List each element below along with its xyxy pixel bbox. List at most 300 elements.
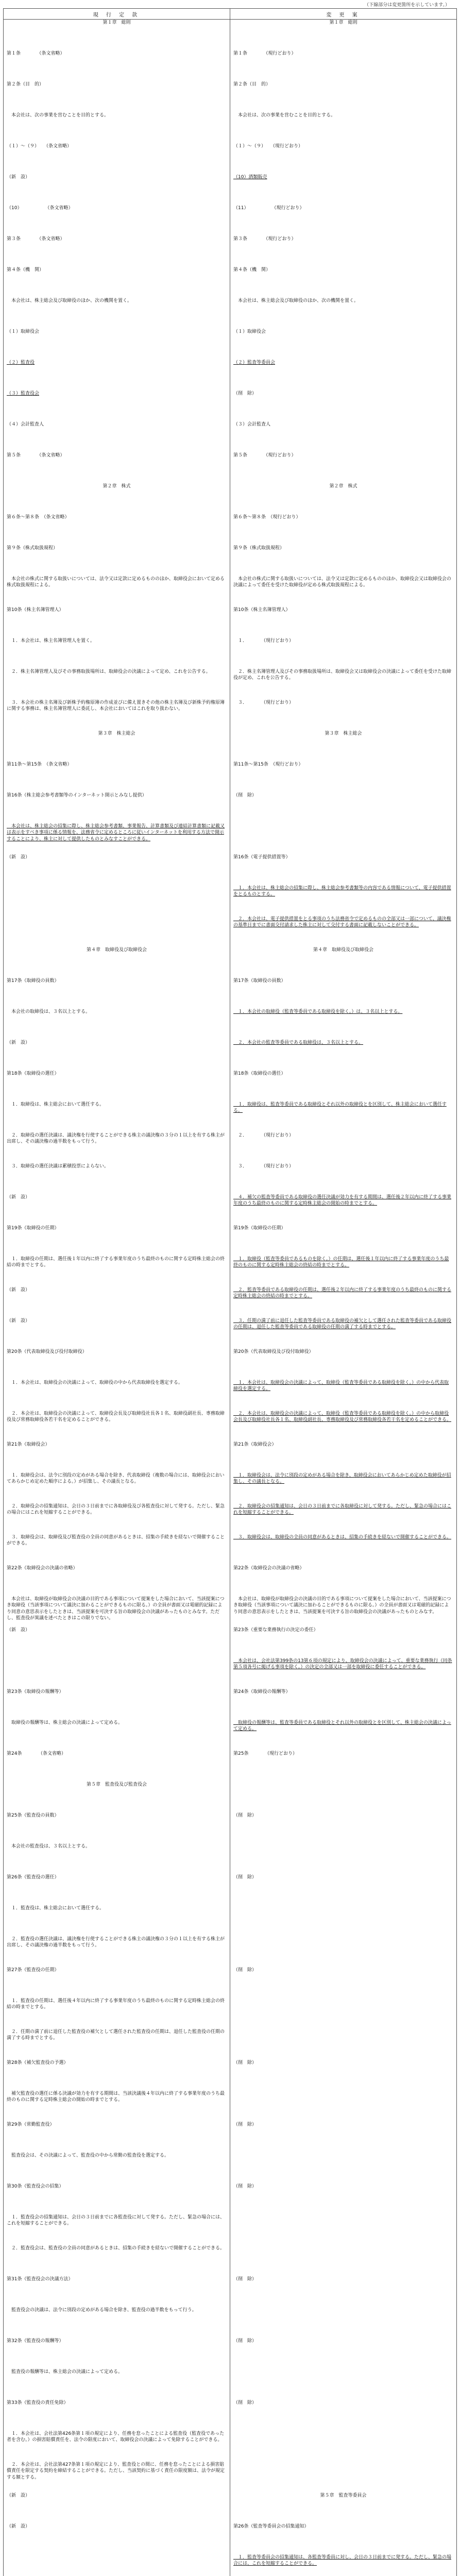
proposed-article-cell	[230, 1132, 457, 1163]
proposed-article-cell	[230, 1874, 457, 1905]
article-row	[4, 916, 457, 947]
proposed-article-cell	[230, 916, 457, 947]
proposed-article-text: １．取締役会は、法令に別段の定めがある場合を除き、取締役会においてあらかじめ定めた取締役が招集し、その議長となる。	[233, 1472, 451, 1485]
proposed-article-cell	[230, 2493, 457, 2523]
proposed-article-text: 第２条（目 的）	[233, 81, 271, 87]
article-row	[4, 1101, 457, 1132]
current-article-cell	[4, 792, 230, 823]
current-article-text: ２．監査役の選任決議は、議決権を行使することができる株主の議決権の３分の１以上を有する株主が出席し、その議決権の過半数をもって行う。	[7, 1936, 225, 1948]
current-article-text: １．本会社は、会社法第426条第１項の規定により、任務を怠ったことによる監査役（監査役であった者を含む。）の損害賠償責任を、法令の限度において、取締役会の決議によって免除することができる。	[7, 2431, 225, 2443]
proposed-article-cell	[230, 669, 457, 700]
proposed-article-text: （１）～（９） （現行どおり）	[233, 143, 303, 149]
article-row	[4, 360, 457, 391]
current-article-cell	[4, 731, 230, 761]
current-article-text: （新 設）	[7, 2523, 30, 2529]
proposed-article-cell	[230, 792, 457, 823]
proposed-article-cell	[230, 1936, 457, 1967]
articles-comparison-table	[3, 8, 457, 2576]
current-article-cell	[4, 1101, 230, 1132]
current-article-text: 第21条（取締役会）	[7, 1442, 50, 1447]
proposed-article-text: （削 除）	[233, 792, 257, 798]
article-row	[4, 1751, 457, 1782]
current-article-cell	[4, 1071, 230, 1101]
current-article-text: 第11条～第15条 （条文省略）	[7, 761, 72, 767]
proposed-article-text: 第９条（株式取扱規程）	[233, 545, 285, 551]
article-row	[4, 731, 457, 761]
proposed-article-cell	[230, 2462, 457, 2493]
current-article-cell	[4, 1782, 230, 1812]
proposed-article-text: ２．取締役会の招集通知は、会日の３日前までに各取締役に対して発する。ただし、緊急の場合にはこれを短縮することができる。	[233, 1503, 452, 1516]
current-article-cell	[4, 2276, 230, 2307]
current-article-cell	[4, 854, 230, 885]
current-article-cell	[4, 761, 230, 792]
proposed-article-cell	[230, 1472, 457, 1503]
current-article-cell	[4, 1627, 230, 1658]
proposed-article-cell	[230, 1009, 457, 1040]
current-article-cell	[4, 1534, 230, 1565]
proposed-article-cell	[230, 2431, 457, 2462]
current-article-cell	[4, 2214, 230, 2245]
article-row	[4, 1936, 457, 1967]
article-row	[4, 1905, 457, 1936]
current-article-cell	[4, 2153, 230, 2183]
current-article-text: （新 設）	[7, 1194, 30, 1200]
article-row	[4, 2338, 457, 2369]
current-article-text: 第２章 株式	[103, 483, 131, 489]
current-article-text: ３．取締役の選任決議は累積投票によらない。	[7, 1163, 109, 1169]
current-article-text: （３）監査役会	[7, 391, 40, 396]
current-article-text: 第４章 取締役及び取締役会	[86, 947, 147, 953]
proposed-article-text: 本会社は、株主総会及び取締役のほか、次の機関を置く。	[233, 298, 359, 303]
article-row	[4, 2493, 457, 2523]
proposed-article-text: ３．取締役会は、取締役の全員の同意があるときは、招集の手続きを経ないで開催することができる。	[233, 1534, 452, 1540]
proposed-article-text: ２． （現行どおり）	[233, 1132, 294, 1138]
current-article-text: 第27条（監査役の任期）	[7, 1967, 59, 1973]
current-article-text: （１）～（９） （条文省略）	[7, 143, 72, 149]
current-article-text: 第25条（監査役の員数）	[7, 1812, 59, 1818]
article-row	[4, 1967, 457, 1998]
proposed-article-cell	[230, 1040, 457, 1071]
article-row	[4, 2523, 457, 2554]
current-article-cell	[4, 576, 230, 607]
current-article-text: 第29条（常勤監査役）	[7, 2122, 55, 2127]
proposed-article-cell	[230, 545, 457, 576]
current-article-cell	[4, 1843, 230, 1874]
table-body	[4, 20, 457, 2576]
proposed-article-cell	[230, 638, 457, 669]
article-row	[4, 1689, 457, 1720]
proposed-article-text: （削 除）	[233, 2183, 257, 2189]
current-article-cell	[4, 1442, 230, 1472]
current-article-cell	[4, 1472, 230, 1503]
proposed-article-cell	[230, 112, 457, 143]
article-row	[4, 1534, 457, 1565]
proposed-article-text: （２）監査等委員会	[233, 360, 276, 365]
proposed-article-text: 第11条～第15条 （現行どおり）	[233, 761, 303, 767]
article-row	[4, 1565, 457, 1596]
current-article-cell	[4, 885, 230, 916]
article-row	[4, 1503, 457, 1534]
proposed-article-cell	[230, 731, 457, 761]
proposed-article-cell	[230, 205, 457, 236]
proposed-article-cell	[230, 174, 457, 205]
current-article-text: 第17条（取締役の員数）	[7, 978, 59, 984]
current-article-cell	[4, 545, 230, 576]
current-article-cell	[4, 391, 230, 421]
current-article-cell	[4, 1689, 230, 1720]
current-article-cell	[4, 2369, 230, 2400]
article-row	[4, 1009, 457, 1040]
proposed-article-text: 第４章 取締役及び取締役会	[313, 947, 373, 953]
proposed-article-text: 第１章 総則	[329, 20, 357, 25]
current-article-text: （新 設）	[7, 174, 30, 180]
proposed-article-cell	[230, 1998, 457, 2029]
article-row	[4, 761, 457, 792]
proposed-article-text: 第17条（取締役の員数）	[233, 978, 286, 984]
proposed-article-text: （削 除）	[233, 1874, 257, 1880]
proposed-article-cell	[230, 81, 457, 112]
proposed-article-text: ２．本会社の監査等委員である取締役は、３名以上とする。	[233, 1040, 364, 1045]
proposed-article-text: 取締役の報酬等は、監査等委員である取締役とそれ以外の取締役とを区別して、株主総会の決議によって定める。	[233, 1720, 451, 1732]
current-article-text: 第33条（監査役の責任免除）	[7, 2400, 69, 2405]
article-row	[4, 1380, 457, 1411]
proposed-article-cell	[230, 1194, 457, 1225]
proposed-article-text: １．取締役（監査等委員であるものを除く。）の任期は、選任後１年以内に終了する事業年度のうち最終のものに関する定時株主総会の終結の時までとする。	[233, 1256, 449, 1268]
article-row	[4, 143, 457, 174]
proposed-article-cell	[230, 2091, 457, 2122]
article-row	[4, 1812, 457, 1843]
current-article-text: ２．株主名簿管理人及びその事務取扱場所は、取締役会の決議によって定め、これを公告する。	[7, 669, 211, 674]
current-article-cell	[4, 1380, 230, 1411]
proposed-article-cell	[230, 1101, 457, 1132]
article-row	[4, 2183, 457, 2214]
proposed-articles-header: 変 更 案	[230, 9, 457, 20]
current-article-text: 第20条（代表取締役及び役付取締役）	[7, 1349, 87, 1354]
proposed-article-cell	[230, 823, 457, 854]
proposed-article-cell	[230, 1534, 457, 1565]
article-row	[4, 1349, 457, 1380]
current-article-cell	[4, 1194, 230, 1225]
current-article-cell	[4, 1658, 230, 1689]
proposed-article-cell	[230, 391, 457, 421]
proposed-article-text: 第19条（取締役の任期）	[233, 1225, 286, 1231]
article-row	[4, 1782, 457, 1812]
proposed-article-cell	[230, 2554, 457, 2576]
current-article-cell	[4, 607, 230, 638]
current-article-cell	[4, 236, 230, 267]
proposed-article-cell	[230, 143, 457, 174]
current-article-cell	[4, 1720, 230, 1751]
article-row	[4, 823, 457, 854]
current-article-cell	[4, 2338, 230, 2369]
current-article-text: ２．任期の満了前に退任した監査役の補欠として選任された監査役の任期は、退任した監査役の任期の満了する時までとする。	[7, 2029, 225, 2041]
article-row	[4, 1843, 457, 1874]
article-row	[4, 2091, 457, 2122]
article-row	[4, 421, 457, 452]
article-row	[4, 1998, 457, 2029]
article-row	[4, 1596, 457, 1627]
proposed-article-text: 第６条～第８条 （現行どおり）	[233, 514, 301, 520]
proposed-article-cell	[230, 1225, 457, 1256]
proposed-article-text: （削 除）	[233, 2400, 257, 2405]
proposed-article-cell	[230, 2276, 457, 2307]
current-article-cell	[4, 50, 230, 81]
article-row	[4, 2369, 457, 2400]
article-row	[4, 236, 457, 267]
current-article-text: ２．取締役会の招集通知は、会日の３日前までに各取締役及び各監査役に対して発する。ただし、緊急の場合にはこれを短縮することができる。	[7, 1503, 225, 1516]
current-article-text: １．取締役は、株主総会において選任する。	[7, 1101, 105, 1107]
current-article-cell	[4, 1503, 230, 1534]
article-row	[4, 638, 457, 669]
proposed-article-text: 第３条 （現行どおり）	[233, 236, 296, 242]
proposed-article-cell	[230, 1720, 457, 1751]
proposed-article-cell	[230, 2369, 457, 2400]
article-row	[4, 1194, 457, 1225]
article-row	[4, 1287, 457, 1318]
proposed-article-cell	[230, 2029, 457, 2060]
current-article-cell	[4, 1411, 230, 1442]
current-article-text: 第２条（目 的）	[7, 81, 44, 87]
proposed-article-cell	[230, 1442, 457, 1472]
proposed-article-cell	[230, 1318, 457, 1349]
current-article-cell	[4, 1318, 230, 1349]
current-article-text: ３．取締役会は、取締役及び監査役の全員の同意があるときは、招集の手続きを経ないで開催することができる。	[7, 1534, 225, 1547]
current-article-text: ２．本会社は、取締役会の決議によって、取締役会長及び取締役社長各１名、取締役副社長、専務取締役及び常務取締役各若干名を定めることができる。	[7, 1411, 225, 1423]
proposed-article-cell	[230, 761, 457, 792]
current-article-text: 本会社は、株主総会の招集に際し、株主総会参考書類、事業報告、計算書類及び連結計算書類に記載又は表示をすべき事項に係る情報を、法務省令に定めるところに従いインターネットを利用する方法で開示することにより、株主に対して提供したものとみなすことができる。	[7, 823, 225, 842]
table-header-row	[4, 9, 457, 20]
current-article-cell	[4, 2060, 230, 2091]
current-article-text: 第24条 （条文省略）	[7, 1751, 66, 1756]
article-row	[4, 978, 457, 1009]
proposed-article-text: 第22条（取締役会の決議の省略）	[233, 1565, 304, 1571]
current-article-cell	[4, 81, 230, 112]
proposed-article-cell	[230, 885, 457, 916]
current-article-text: （新 設）	[7, 854, 30, 860]
article-row	[4, 2400, 457, 2431]
proposed-article-text: ２．株主名簿管理人及びその事務取扱場所は、取締役会又は取締役会の決議によって委任を受けた取締役が定め、これを公告する。	[233, 669, 452, 681]
current-article-text: （新 設）	[7, 1287, 30, 1293]
current-article-text: 補欠監査役の選任に係る決議が効力を有する期間は、当該決議後４年以内に終了する事業年度のうち最終のものに関する定時株主総会の開始の時までとする。	[7, 2091, 225, 2103]
article-row	[4, 112, 457, 143]
proposed-article-text: １．監査等委員会の招集通知は、各監査等委員に対し、会日の３日前までに発する。ただし、緊急の場合には、これを短縮することができる。	[233, 2554, 452, 2567]
article-row	[4, 1627, 457, 1658]
proposed-article-text: １．本会社は、取締役会の決議によって、取締役（監査等委員である取締役を除く。）の中から代表取締役を選定する。	[233, 1380, 449, 1392]
current-article-cell	[4, 2493, 230, 2523]
current-article-text: １．本会社は、取締役会の決議によって、取締役の中から代表取締役を選定する。	[7, 1380, 183, 1385]
current-article-text: （新 設）	[7, 1040, 30, 1045]
current-article-text: （２）監査役	[7, 360, 35, 365]
current-article-cell	[4, 1256, 230, 1287]
current-article-text: ２．本会社は、会社法第427条第１項の規定により、監査役との間に、任務を怠ったことによる損害賠償責任を限定する契約を締結することができる。ただし、当該契約に基づく責任の限度額は、法令が規定する額とする。	[7, 2462, 225, 2480]
proposed-article-text: （削 除）	[233, 2060, 257, 2065]
proposed-article-cell	[230, 1256, 457, 1287]
current-article-cell	[4, 2091, 230, 2122]
current-article-cell	[4, 1812, 230, 1843]
current-article-text: 第５条 （条文省略）	[7, 452, 65, 458]
article-row	[4, 205, 457, 236]
proposed-article-text: 第25条 （現行どおり）	[233, 1751, 297, 1756]
proposed-article-cell	[230, 978, 457, 1009]
proposed-article-cell	[230, 514, 457, 545]
current-article-cell	[4, 360, 230, 391]
proposed-article-text: ２．監査等委員である取締役の任期は、選任後２年以内に終了する事業年度のうち最終のものに関する定時株主総会の終結の時までとする。	[233, 1287, 452, 1299]
proposed-article-cell	[230, 1689, 457, 1720]
current-article-text: ２．監査役会は、監査役の全員の同意があるときは、招集の手続きを経ないで開催することができる。	[7, 2245, 225, 2251]
current-article-text: 第１条 （条文省略）	[7, 50, 65, 56]
proposed-article-text: （削 除）	[233, 1967, 257, 1973]
article-row	[4, 2153, 457, 2183]
current-article-cell	[4, 2400, 230, 2431]
article-row	[4, 1163, 457, 1194]
current-article-cell	[4, 174, 230, 205]
current-article-cell	[4, 2462, 230, 2493]
proposed-article-cell	[230, 2245, 457, 2276]
current-article-text: 第５章 監査役及び監査役会	[86, 1782, 147, 1787]
proposed-article-text: 第１条 （現行どおり）	[233, 50, 296, 56]
article-row	[4, 514, 457, 545]
proposed-article-text: 本会社の株式に関する取扱いについては、法令又は定款に定めるもののほか、取締役会又は取締役会の決議によって委任を受けた取締役が定める株式取扱規程による。	[233, 576, 451, 588]
proposed-article-cell	[230, 576, 457, 607]
article-row	[4, 2554, 457, 2576]
current-article-text: 第26条（監査役の選任）	[7, 1874, 59, 1880]
proposed-article-text: 第24条（取締役の報酬等）	[233, 1689, 291, 1694]
current-article-cell	[4, 2183, 230, 2214]
article-row	[4, 298, 457, 329]
proposed-article-cell	[230, 2060, 457, 2091]
proposed-article-cell	[230, 50, 457, 81]
proposed-article-cell	[230, 607, 457, 638]
article-row	[4, 2029, 457, 2060]
current-article-text: １．取締役会は、法令に別段の定めがある場合を除き、代表取締役（複数の場合には、取締役会においてあらかじめ定めた順序による。）が招集し、その議長となる。	[7, 1472, 225, 1485]
proposed-article-cell	[230, 2122, 457, 2153]
proposed-article-text: （10）酒類販売	[233, 174, 267, 180]
current-article-text: 第30条（監査役会の招集）	[7, 2183, 64, 2189]
current-article-cell	[4, 452, 230, 483]
proposed-article-cell	[230, 360, 457, 391]
current-article-cell	[4, 2029, 230, 2060]
current-article-cell	[4, 1349, 230, 1380]
current-article-cell	[4, 1163, 230, 1194]
current-article-cell	[4, 2554, 230, 2576]
proposed-article-text: 第２章 株式	[329, 483, 357, 489]
current-article-cell	[4, 1565, 230, 1596]
proposed-article-text: 本会社は、次の事業を営むことを目的とする。	[233, 112, 336, 118]
current-article-cell	[4, 2523, 230, 2554]
proposed-article-text: 第18条（取締役の選任）	[233, 1071, 286, 1076]
article-row	[4, 329, 457, 360]
current-article-cell	[4, 298, 230, 329]
article-row	[4, 267, 457, 298]
proposed-article-text: 第10条（株主名簿管理人）	[233, 607, 291, 613]
current-article-text: 第22条（取締役会の決議の省略）	[7, 1565, 78, 1571]
current-article-text: 監査役会は、その決議によって、監査役の中から常勤の監査役を選定する。	[7, 2153, 169, 2158]
proposed-article-cell	[230, 1782, 457, 1812]
proposed-article-cell	[230, 2338, 457, 2369]
proposed-article-text: １．本会社は、株主総会の招集に際し、株主総会参考書類等の内容である情報について、電子提供措置をとるものとする。	[233, 885, 451, 897]
current-article-cell	[4, 1596, 230, 1627]
current-article-cell	[4, 978, 230, 1009]
article-row	[4, 1318, 457, 1349]
proposed-article-text: 第26条（監査等委員会の招集通知）	[233, 2523, 309, 2529]
current-article-text: 第10条（株主名簿管理人）	[7, 607, 64, 613]
current-article-text: 第18条（取締役の選任）	[7, 1071, 59, 1076]
current-article-text: （10） （条文省略）	[7, 205, 73, 211]
current-article-text: （新 設）	[7, 1318, 30, 1324]
current-article-cell	[4, 669, 230, 700]
article-row	[4, 2122, 457, 2153]
article-row	[4, 1225, 457, 1256]
proposed-article-cell	[230, 1658, 457, 1689]
header-note: （下線部分は変更箇所を示しています。）	[364, 3, 450, 8]
current-article-text: 第４条（機 関）	[7, 267, 44, 273]
current-article-text: 本会社は、次の事業を営むことを目的とする。	[7, 112, 109, 118]
article-row	[4, 700, 457, 731]
proposed-article-cell	[230, 1843, 457, 1874]
article-row	[4, 545, 457, 576]
proposed-article-cell	[230, 1380, 457, 1411]
proposed-article-text: 第23条（重要な業務執行の決定の委任）	[233, 1627, 318, 1633]
current-article-text: 第32条（監査役の報酬等）	[7, 2338, 64, 2344]
proposed-article-text: 第21条（取締役会）	[233, 1442, 277, 1447]
article-row	[4, 1411, 457, 1442]
current-article-text: 第19条（取締役の任期）	[7, 1225, 59, 1231]
proposed-article-cell	[230, 2400, 457, 2431]
article-row	[4, 391, 457, 421]
current-article-text: 本会社は、取締役が取締役会の決議の目的である事項について提案をした場合において、当該提案につき取締役（当該事項について議決に加わることができるものに限る。）の全員が書面又は電磁的記録により同意の意思表示をしたときは、当該提案を可決する旨の取締役会の決議があったものとみなす。ただし、監査役が異議を述べたときはこの限りでない。	[7, 1596, 225, 1621]
current-article-text: 第23条（取締役の報酬等）	[7, 1689, 64, 1694]
proposed-article-text: 本会社は、取締役が取締役会の決議の目的である事項について提案をした場合において、当該提案につき取締役（当該事項について議決に加わることができるものに限る。）の全員が書面又は電磁的記録により同意の意思表示をしたときは、当該提案を可決する旨の取締役会の決議があったものとみなす。	[233, 1596, 451, 1615]
current-article-cell	[4, 421, 230, 452]
proposed-article-text: （３）会計監査人	[233, 421, 271, 427]
proposed-article-cell	[230, 267, 457, 298]
proposed-article-cell	[230, 1071, 457, 1101]
proposed-article-text: （１）取締役会	[233, 329, 266, 334]
proposed-article-text: 第５章 監査等委員会	[320, 2493, 367, 2498]
current-article-cell	[4, 700, 230, 731]
current-article-cell	[4, 1751, 230, 1782]
current-article-text: 第31条（監査役会の決議方法）	[7, 2276, 73, 2282]
proposed-article-cell	[230, 1812, 457, 1843]
proposed-article-cell	[230, 20, 457, 50]
proposed-article-cell	[230, 329, 457, 360]
current-article-text: 第28条（補欠監査役の予選）	[7, 2060, 69, 2065]
article-row	[4, 885, 457, 916]
proposed-article-cell	[230, 1751, 457, 1782]
proposed-article-text: （削 除）	[233, 1812, 257, 1818]
current-article-text: １．監査役は、株主総会において選任する。	[7, 1905, 105, 1911]
proposed-article-text: （削 除）	[233, 2122, 257, 2127]
current-article-text: 本会社の監査役は、３名以上とする。	[7, 1843, 91, 1849]
proposed-article-cell	[230, 298, 457, 329]
current-article-text: 第３条 （条文省略）	[7, 236, 65, 242]
proposed-article-text: ３． （現行どおり）	[233, 700, 294, 705]
current-article-cell	[4, 1040, 230, 1071]
current-article-text: ３．本会社の株主名簿及び新株予約権原簿の作成並びに備え置きその他の株主名簿及び新株予約権原簿に関する事務は、株主名簿管理人に委託し、本会社においてはこれを取り扱わない。	[7, 700, 225, 712]
current-article-cell	[4, 329, 230, 360]
proposed-article-cell	[230, 1349, 457, 1380]
article-row	[4, 2462, 457, 2493]
current-article-text: １．監査役会の招集通知は、会日の３日前までに各監査役に対して発する。ただし、緊急の場合には、これを短縮することができる。	[7, 2214, 225, 2227]
current-article-text: 取締役の報酬等は、株主総会の決議によって定める。	[7, 1720, 123, 1725]
current-article-text: １．監査役の任期は、選任後４年以内に終了する事業年度のうち最終のものに関する定時株主総会の終結の時までとする。	[7, 1998, 225, 2010]
proposed-article-cell	[230, 1627, 457, 1658]
article-row	[4, 1040, 457, 1071]
proposed-article-cell	[230, 1905, 457, 1936]
current-article-cell	[4, 1287, 230, 1318]
proposed-article-text: （削 除）	[233, 391, 257, 396]
current-article-cell	[4, 1009, 230, 1040]
